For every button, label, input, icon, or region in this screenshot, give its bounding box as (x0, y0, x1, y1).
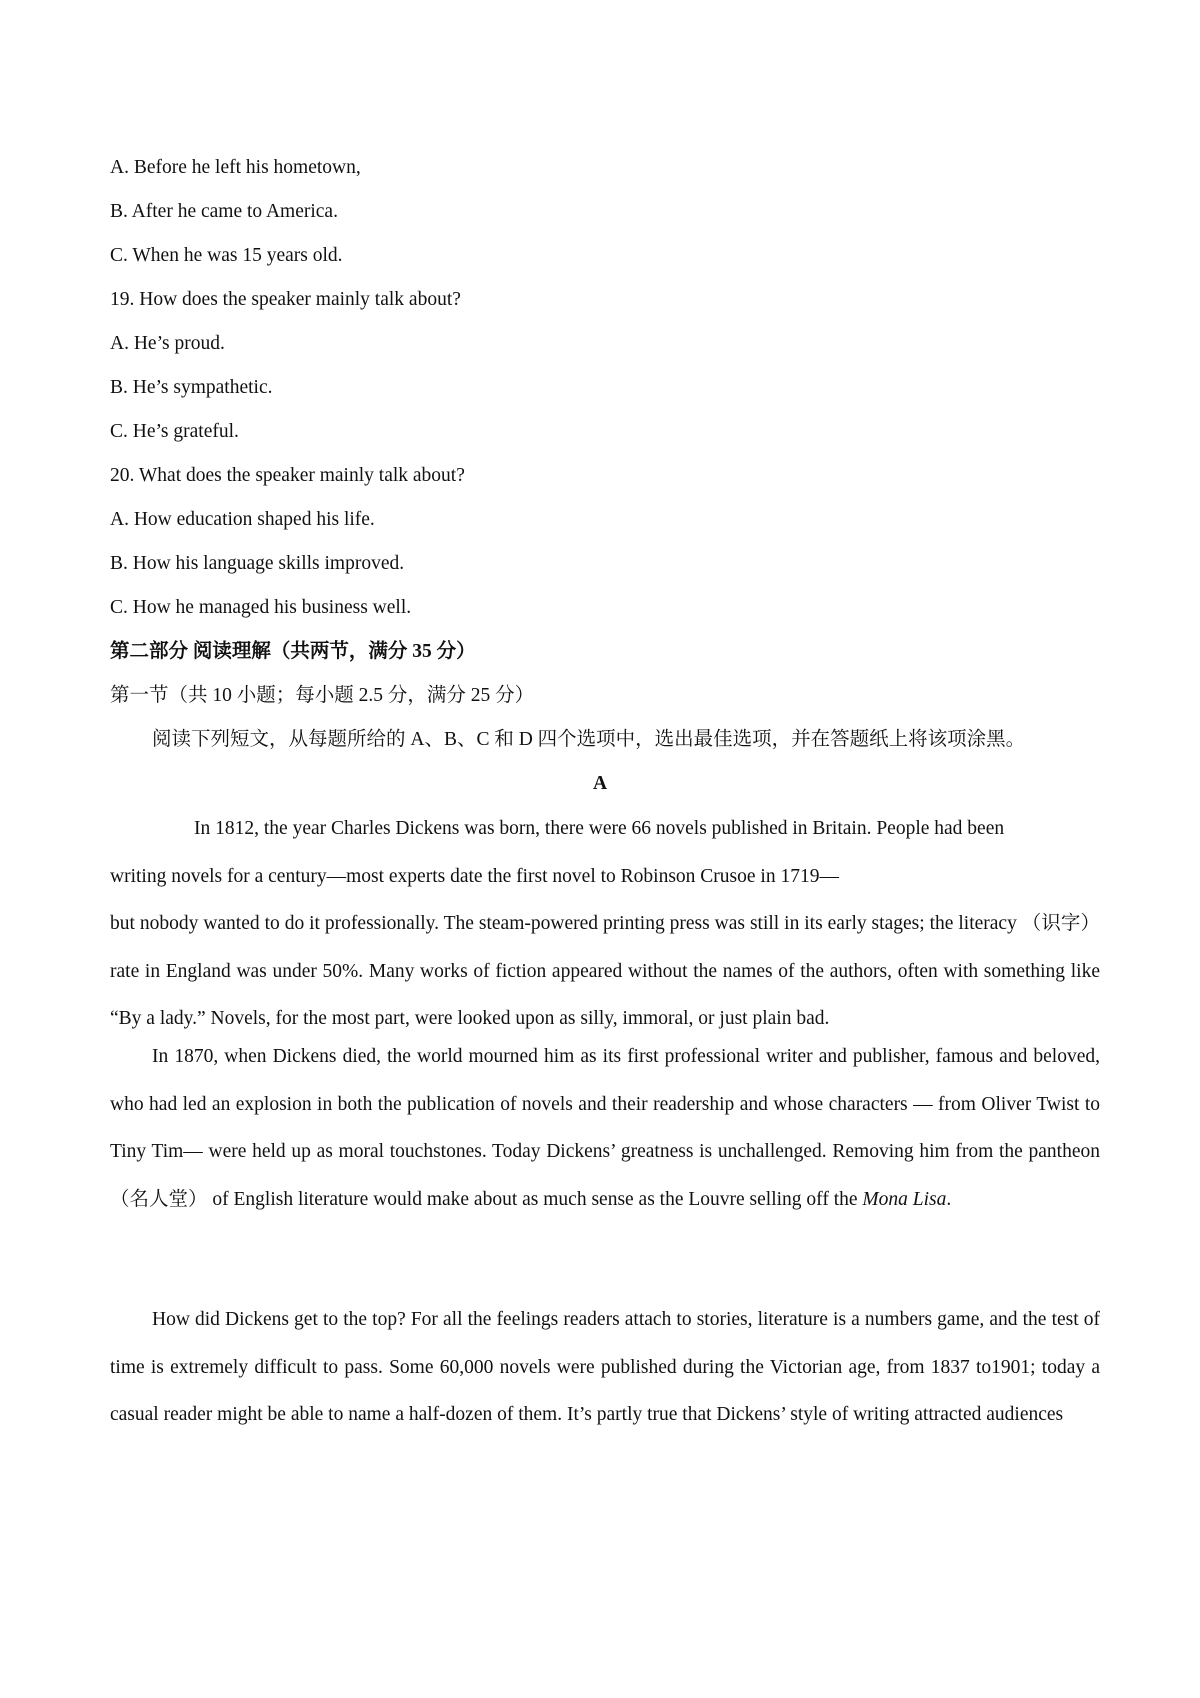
q19-option-b: B. He’s sympathetic. (110, 377, 273, 398)
q19-question: 19. How does the speaker mainly talk about? (110, 289, 461, 310)
q20-option-b: B. How his language skills improved. (110, 553, 405, 574)
paragraph-3-text: How did Dickens get to the top? For all the feelings readers attach to stories, literature is a numbers game, and the test of time is extremely difficult to pass. Some 60,000 novels were published during the Victorian age, from 1837 to1901; today a casual reader might be able to name a half-dozen of them. It’s partly true that Dickens’ style of writing attracted audiences (110, 1309, 1100, 1426)
q20-option-c: C. How he managed his business well. (110, 597, 412, 618)
passage-paragraph-2 (110, 1033, 1100, 1223)
mona-lisa-title: Mona Lisa (862, 1188, 947, 1210)
q19-option-a: A. He’s proud. (110, 333, 225, 354)
paragraph-1-line-2: writing novels for a century—most experts date the first novel to Robinson Crusoe in 1719— (110, 865, 839, 887)
section-one-title: 第一节（共 10 小题；每小题 2.5 分，满分 25 分） (110, 685, 535, 706)
paragraph-2-text: In 1870, when Dickens died, the world mourned him as its first professional writer and publisher, famous and beloved, who had led an explosion in both the publication of novels and their readership and whose characters — from Oliver Twist to Tiny Tim— were held up as moral touchstones. Today Dickens’ greatness is unchallenged. Removing him from the pantheon（名人堂） of English literature would make about as much sense as the Louvre selling off the (110, 1046, 1100, 1210)
q20-question: 20. What does the speaker mainly talk about? (110, 465, 465, 486)
paragraph-1-line-1: In 1812, the year Charles Dickens was born, there were 66 novels published in Britain. People had been (194, 818, 1005, 839)
reading-instruction: 阅读下列短文，从每题所给的 A、B、C 和 D 四个选项中，选出最佳选项，并在答题纸上将该项涂黑。 (152, 729, 1026, 750)
passage-paragraph-1 (110, 805, 1100, 1043)
passage-label: A (592, 773, 608, 794)
q18-option-c: C. When he was 15 years old. (110, 245, 343, 266)
paragraph-1-rest: but nobody wanted to do it professionally. The steam-powered printing press was still in its early stages; the literacy （识字） rate in England was under 50%. Many works of fiction appeared without the names of the authors, often with something like “By a lady.” Novels, for the most part, were looked upon as silly, immoral, or just plain bad. (110, 913, 1100, 1030)
q18-option-b: B. After he came to America. (110, 201, 338, 222)
q19-option-c: C. He’s grateful. (110, 421, 239, 442)
part-two-title: 第二部分 阅读理解（共两节，满分 35 分） (110, 641, 476, 662)
passage-paragraph-3 (110, 1296, 1100, 1439)
q20-option-a: A. How education shaped his life. (110, 509, 375, 530)
q18-option-a: A. Before he left his hometown, (110, 157, 361, 178)
paragraph-2-end: . (946, 1188, 952, 1210)
